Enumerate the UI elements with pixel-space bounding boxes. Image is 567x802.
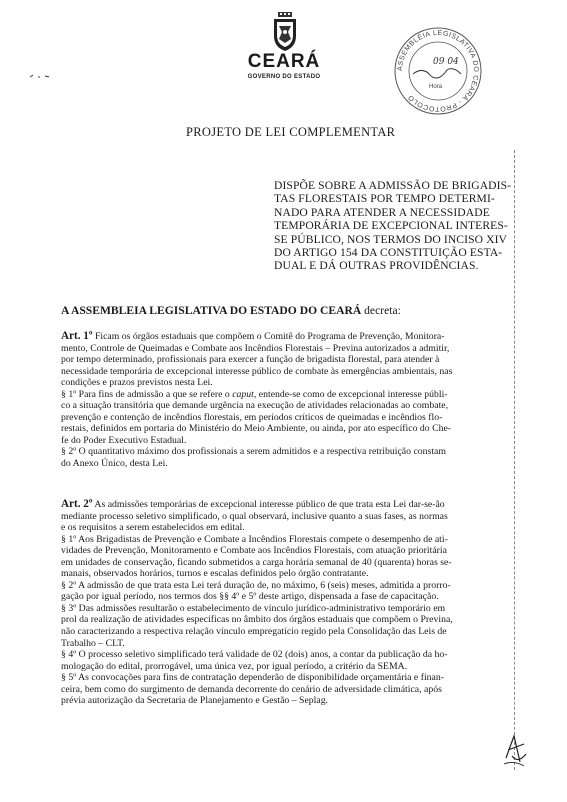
ementa-line: TEMPORÁRIA DE EXCEPCIONAL INTERES- <box>274 219 508 233</box>
article-1-line: Ficam os órgãos estaduais que compõem o Comitê do Programa de Prevenção, Monitora- <box>94 331 445 342</box>
article-2-line: § 4º O processo seletivo simplificado terá validade de 02 (dois) anos, a contar da publicação da ho- <box>61 649 448 661</box>
article-1-line: fe do Poder Executivo Estadual. <box>61 434 187 446</box>
enacting-clause-rest: decreta: <box>361 304 401 317</box>
article-1-line: § 2º O quantitativo máximo dos profissionais a serem admitidos e a respectiva retribuição constam <box>61 446 446 458</box>
article-2-line: e os requisitos a serem estabelecidos em edital. <box>61 522 245 534</box>
article-2-line: ceira, bem como do surgimento de demanda decorrente do cenário de adversidade climática, após <box>61 683 442 695</box>
brand-name: CEARÁ <box>247 51 321 72</box>
article-2-line: não caracterizando a respectiva relação vínculo empregatício regido pela Consolidação das Leis de <box>61 626 447 638</box>
article-2-line: manais, observados horários, turnos e escalas definidos pelo órgão contratante. <box>61 568 369 580</box>
article-2-line: vidades de Prevenção, Monitoramento e Combate aos Incêndios Florestais, com atuação prioritária <box>61 545 447 557</box>
ementa-line: SE PÚBLICO, NOS TERMOS DO INCISO XIV <box>274 232 508 246</box>
article-2 <box>61 499 515 707</box>
article-1-line: mento, Controle de Queimadas e Combate aos Incêndios Florestais – Previna autorizados a admitir, <box>61 342 450 354</box>
article-1-line: co a situação transitória que demande urgência na execução de atividades relacionadas ao combate, <box>61 400 449 412</box>
ementa <box>274 179 512 273</box>
ementa-line: DUAL E DÁ OUTRAS PROVIDÊNCIAS. <box>274 259 479 273</box>
article-2-line: gação por igual período, nos termos dos §§ 4º e 5º deste artigo, dispensada a fase de capacitação. <box>61 591 439 603</box>
handwritten-initials-icon <box>500 728 530 768</box>
ementa-line: DISPÕE SOBRE A ADMISSÃO DE BRIGADIS- <box>274 179 512 192</box>
enacting-clause-bold: A ASSEMBLEIA LEGISLATIVA DO ESTADO DO CEARÁ <box>61 304 362 317</box>
article-2-label: Art. 2º <box>61 498 93 510</box>
article-1-line: necessidade temporária de excepcional interesse público de combate às emergências ambientais, nas <box>61 365 453 377</box>
article-2-line: em unidades de conservação, ficando submetidos a carga horária semanal de 40 (quarenta) horas se- <box>61 556 452 568</box>
document-title: PROJETO DE LEI COMPLEMENTAR <box>186 125 396 139</box>
article-2-line: prévia autorização da Secretaria de Planejamento e Gestão – Seplag. <box>61 695 329 707</box>
brand-subtitle: GOVERNO DO ESTADO <box>247 74 321 80</box>
article-2-line: prol da realização de atividades específicas no âmbito dos órgãos estaduais que compõem o Previna, <box>61 614 453 626</box>
margin-marks-icon <box>28 72 52 80</box>
article-2-line: § 5º As convocações para fins de contratação dependerão de disponibilidade orçamentária e finan- <box>61 672 444 684</box>
ementa-line: TAS FLORESTAIS POR TEMPO DETERMI- <box>274 192 495 206</box>
stamp-date: 09 04 <box>433 57 459 67</box>
ementa-line: NADO PARA ATENDER A NECESSIDADE <box>274 205 490 219</box>
article-1-line: do Anexo Único, desta Lei. <box>61 458 168 470</box>
article-2-line: § 1º Aos Brigadistas de Prevenção e Combate a Incêndios Florestais compete o desempenho de ati- <box>61 533 448 545</box>
stamp-hour-label: Hora <box>429 84 443 90</box>
protocol-stamp <box>393 26 483 116</box>
article-2-line: mologação do edital, prorrogável, uma única vez, por igual período, a critério da SEMA. <box>61 660 408 672</box>
enacting-clause <box>61 304 401 317</box>
margin-line <box>514 150 516 770</box>
article-1-line: condições e prazos previstos nesta Lei. <box>61 377 213 389</box>
article-1-line: por tempo determinado, profissionais para exercer a função de brigadista florestal, para atender à <box>61 354 440 366</box>
stamp-ring-text: ASSEMBLÉIA LEGISLATIVA DO CEARÁ - PROTOCOLO <box>396 29 480 113</box>
article-2-line: mediante processo seletivo simplificado, o qual observará, inclusive quanto a suas fases, as normas <box>61 510 448 522</box>
article-2-line: As admissões temporárias de excepcional interesse público de que trata esta Lei dar-se-ão <box>94 499 445 510</box>
article-1 <box>61 331 515 470</box>
article-1-line: prevenção e contenção de incêndios florestais, em períodos críticos de queimadas e incêndios flo- <box>61 411 443 423</box>
state-coat-of-arms-icon <box>272 12 298 52</box>
article-1-line: restais, definidos em portaria do Ministério do Meio Ambiente, ou ainda, por ato específico do Che- <box>61 423 452 435</box>
article-1-line: § 1º Para fins de admissão a que se refere o caput, entende-se como de excepcional interesse públi- <box>61 388 448 400</box>
ementa-line: DO ARTIGO 154 DA CONSTITUIÇÃO ESTA- <box>274 246 503 260</box>
article-2-line: Trabalho – CLT. <box>61 637 125 649</box>
article-1-label: Art. 1º <box>61 330 93 342</box>
article-2-line: § 2º A admissão de que trata esta Lei terá duração de, no máximo, 6 (seis) meses, admitida a prorro- <box>61 579 451 591</box>
article-2-line: § 3º Das admissões resultarão o estabelecimento de vínculo jurídico-administrativo temporário em <box>61 602 446 614</box>
